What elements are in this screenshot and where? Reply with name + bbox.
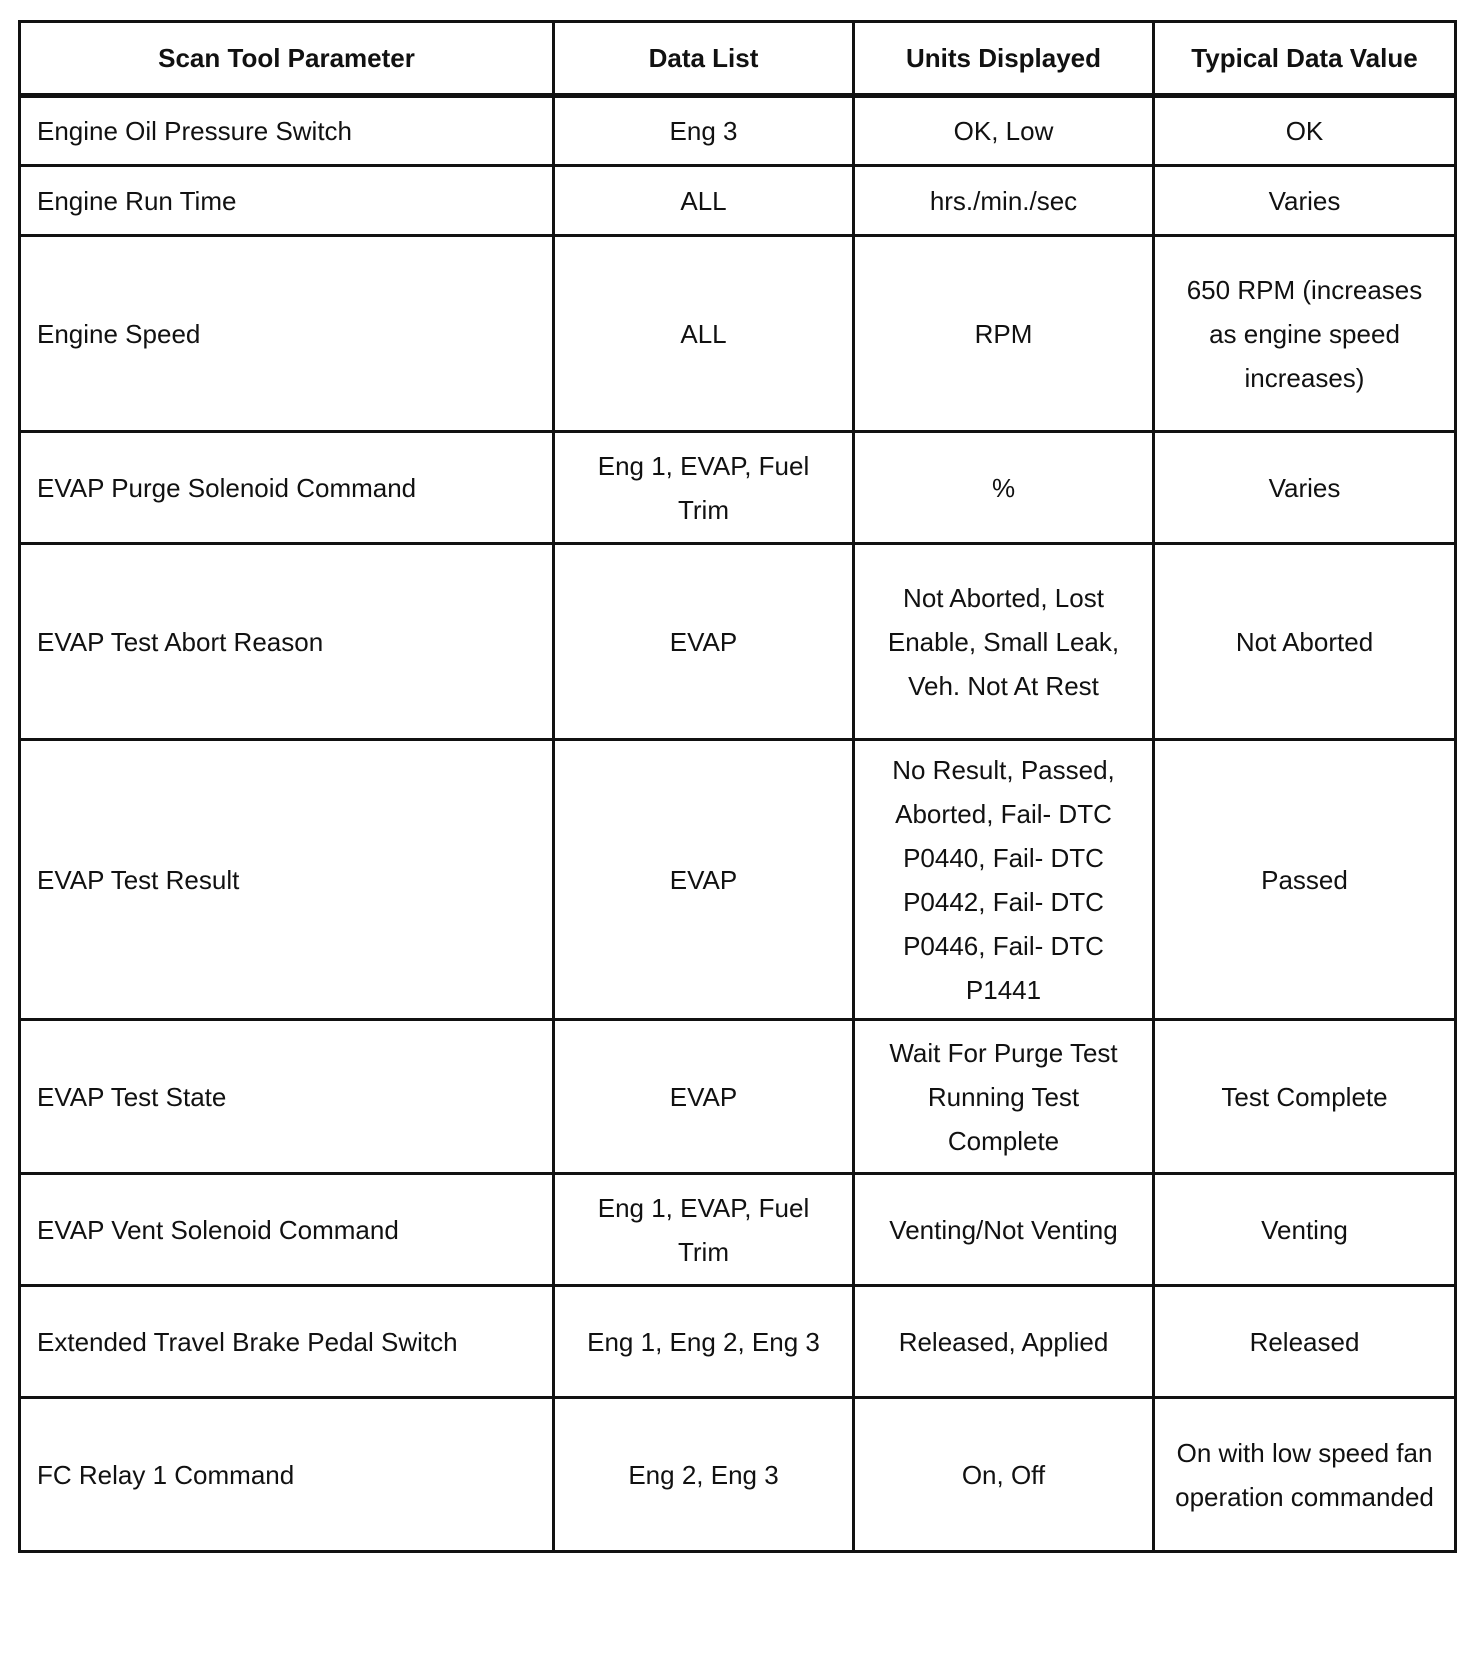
cell-units: Not Aborted, Lost Enable, Small Leak, Veh. Not At Rest xyxy=(854,544,1154,740)
scan-tool-parameter-table xyxy=(18,20,1457,1553)
cell-typical-value: 650 RPM (increases as engine speed increases) xyxy=(1154,236,1456,432)
cell-units: hrs./min./sec xyxy=(854,166,1154,236)
cell-typical-value: Passed xyxy=(1154,740,1456,1020)
table-row xyxy=(20,96,1456,166)
table-row xyxy=(20,1398,1456,1552)
cell-data-list: Eng 2, Eng 3 xyxy=(554,1398,854,1552)
cell-parameter: FC Relay 1 Command xyxy=(20,1398,554,1552)
cell-data-list: EVAP xyxy=(554,544,854,740)
cell-typical-value: On with low speed fan operation commanded xyxy=(1154,1398,1456,1552)
header-row xyxy=(20,22,1456,96)
cell-units: % xyxy=(854,432,1154,544)
cell-typical-value: Not Aborted xyxy=(1154,544,1456,740)
cell-data-list: Eng 1, Eng 2, Eng 3 xyxy=(554,1286,854,1398)
cell-parameter: Engine Run Time xyxy=(20,166,554,236)
cell-data-list: ALL xyxy=(554,236,854,432)
header-scan-tool-parameter: Scan Tool Parameter xyxy=(20,22,554,96)
header-data-list: Data List xyxy=(554,22,854,96)
cell-data-list: Eng 3 xyxy=(554,96,854,166)
cell-data-list: EVAP xyxy=(554,1020,854,1174)
cell-typical-value: Varies xyxy=(1154,432,1456,544)
cell-units: RPM xyxy=(854,236,1154,432)
table-row xyxy=(20,1286,1456,1398)
cell-parameter: EVAP Vent Solenoid Command xyxy=(20,1174,554,1286)
cell-units: On, Off xyxy=(854,1398,1154,1552)
table-body xyxy=(20,96,1456,1552)
cell-units: Wait For Purge Test Running Test Complete xyxy=(854,1020,1154,1174)
cell-typical-value: OK xyxy=(1154,96,1456,166)
table-row xyxy=(20,740,1456,1020)
cell-typical-value: Test Complete xyxy=(1154,1020,1456,1174)
cell-data-list: Eng 1, EVAP, Fuel Trim xyxy=(554,1174,854,1286)
cell-parameter: EVAP Purge Solenoid Command xyxy=(20,432,554,544)
cell-data-list: ALL xyxy=(554,166,854,236)
cell-data-list: EVAP xyxy=(554,740,854,1020)
cell-parameter: Engine Oil Pressure Switch xyxy=(20,96,554,166)
table-row xyxy=(20,1020,1456,1174)
cell-typical-value: Released xyxy=(1154,1286,1456,1398)
cell-units: No Result, Passed, Aborted, Fail- DTC P0440, Fail- DTC P0442, Fail- DTC P0446, Fail- DTC P1441 xyxy=(854,740,1154,1020)
cell-typical-value: Varies xyxy=(1154,166,1456,236)
cell-parameter: EVAP Test State xyxy=(20,1020,554,1174)
cell-parameter: EVAP Test Result xyxy=(20,740,554,1020)
cell-units: OK, Low xyxy=(854,96,1154,166)
cell-parameter: EVAP Test Abort Reason xyxy=(20,544,554,740)
table-row xyxy=(20,544,1456,740)
cell-data-list: Eng 1, EVAP, Fuel Trim xyxy=(554,432,854,544)
table-row xyxy=(20,432,1456,544)
cell-parameter: Extended Travel Brake Pedal Switch xyxy=(20,1286,554,1398)
table-row xyxy=(20,166,1456,236)
cell-units: Venting/Not Venting xyxy=(854,1174,1154,1286)
header-units-displayed: Units Displayed xyxy=(854,22,1154,96)
header-typical-data-value: Typical Data Value xyxy=(1154,22,1456,96)
cell-typical-value: Venting xyxy=(1154,1174,1456,1286)
cell-parameter: Engine Speed xyxy=(20,236,554,432)
table-row xyxy=(20,1174,1456,1286)
cell-units: Released, Applied xyxy=(854,1286,1154,1398)
table-row xyxy=(20,236,1456,432)
table-header xyxy=(20,22,1456,96)
